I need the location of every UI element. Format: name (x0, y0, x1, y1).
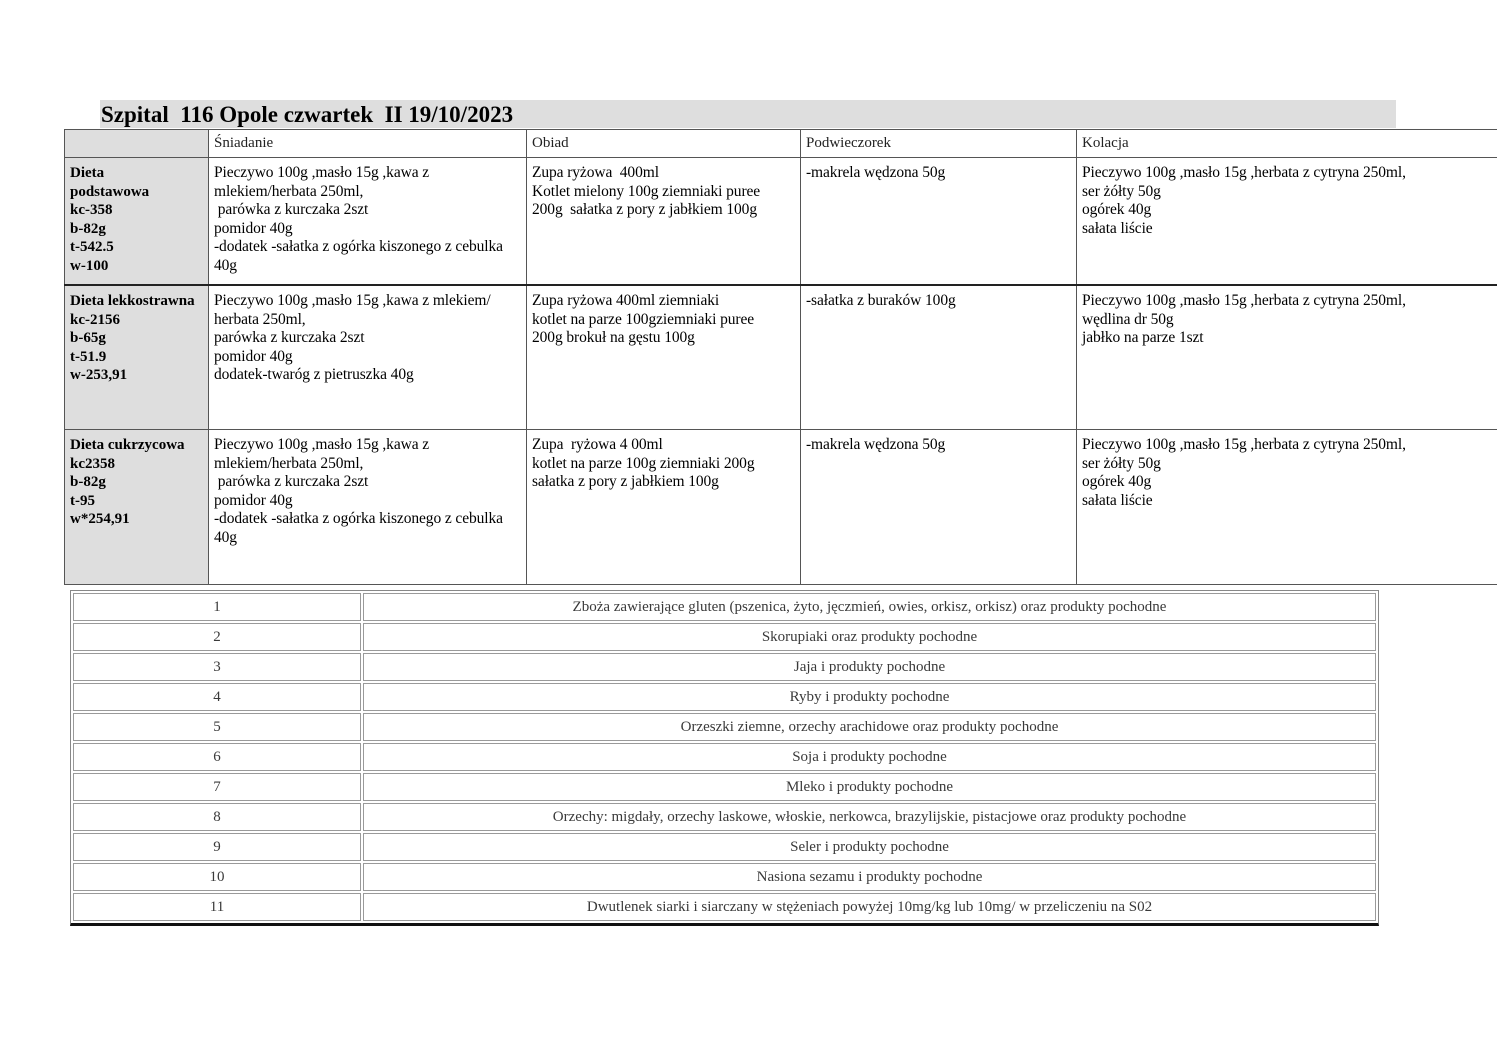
diet-line: kc-358 (70, 202, 113, 218)
meal-line: -sałatka z buraków 100g (806, 292, 956, 309)
allergen-row (73, 623, 1376, 651)
diet-line: Dieta (70, 165, 105, 181)
allergen-number: 8 (73, 803, 361, 831)
meal-line: -dodatek -sałatka z ogórka kiszonego z cebulka (214, 238, 503, 255)
meal-line: mlekiem/herbata 250ml, (214, 182, 364, 200)
meal-line: -makrela wędzona 50g (806, 164, 946, 181)
diet-line: Dieta lekkostrawna (70, 293, 195, 309)
diet-line: kc2358 (70, 455, 115, 472)
allergen-text: Zboża zawierające gluten (pszenica, żyto, jęczmień, owies, orkisz, orkisz) oraz produkty pochodne (363, 593, 1376, 621)
meal-line: kotlet na parze 100gziemniaki puree (532, 310, 755, 328)
allergen-number: 5 (73, 713, 361, 741)
allergen-row (73, 863, 1376, 891)
diet-cell (65, 285, 209, 430)
sniadanie-cell (209, 158, 527, 286)
diet-line: kc-2156 (70, 311, 120, 328)
allergen-text: Orzeszki ziemne, orzechy arachidowe oraz produkty pochodne (363, 713, 1376, 741)
meal-line: 40g (214, 528, 237, 546)
meal-line: Pieczywo 100g ,masło 15g ,kawa z (214, 436, 430, 453)
page-title: Szpital 116 Opole czwartek II 19/10/2023 (101, 102, 514, 127)
meal-line: Zupa ryżowa 400ml (532, 164, 659, 181)
allergen-text: Ryby i produkty pochodne (363, 683, 1376, 711)
diet-row-cukrzycowa (65, 430, 1497, 585)
allergen-text: Mleko i produkty pochodne (363, 773, 1376, 801)
diet-line: Dieta cukrzycowa (70, 437, 185, 453)
allergen-number: 2 (73, 623, 361, 651)
diet-line: t-95 (70, 492, 95, 509)
meal-line: 200g brokuł na gęstu 100g (532, 329, 695, 346)
meal-line: ogórek 40g (1082, 473, 1152, 490)
allergen-row (73, 773, 1376, 801)
diet-line: podstawowa (70, 183, 150, 200)
allergen-row (73, 683, 1376, 711)
allergen-row (73, 893, 1376, 921)
menu-header-row (65, 130, 1497, 158)
allergen-row (73, 803, 1376, 831)
header-podwieczorek: Podwieczorek (801, 130, 1077, 158)
allergen-number: 7 (73, 773, 361, 801)
meal-line: parówka z kurczaka 2szt (214, 201, 369, 218)
meal-line: sałata liście (1082, 491, 1153, 509)
meal-line: herbata 250ml, (214, 310, 306, 328)
header-kolacja: Kolacja (1077, 130, 1497, 158)
podwieczorek-cell (801, 430, 1077, 585)
meal-line: ser żółty 50g (1082, 182, 1161, 200)
header-corner (65, 130, 209, 158)
allergen-number: 11 (73, 893, 361, 921)
meal-line: pomidor 40g (214, 219, 293, 237)
allergen-number: 4 (73, 683, 361, 711)
header-sniadanie: Śniadanie (209, 130, 527, 158)
diet-cell (65, 158, 209, 286)
meal-line: -makrela wędzona 50g (806, 436, 946, 453)
meal-line: sałatka z pory z jabłkiem 100g (532, 473, 719, 490)
meal-line: Pieczywo 100g ,masło 15g ,kawa z mlekiem/ (214, 292, 491, 309)
allergen-number: 1 (73, 593, 361, 621)
diet-cell (65, 430, 209, 585)
allergen-text: Soja i produkty pochodne (363, 743, 1376, 771)
meal-line: pomidor 40g (214, 347, 293, 365)
allergen-number: 9 (73, 833, 361, 861)
meal-line: dodatek-twaróg z pietruszka 40g (214, 366, 414, 383)
sniadanie-cell (209, 285, 527, 430)
allergen-row (73, 653, 1376, 681)
diet-line: b-82g (70, 474, 106, 490)
meal-line: ser żółty 50g (1082, 454, 1161, 472)
meal-line: ogórek 40g (1082, 201, 1152, 218)
meal-line: jabłko na parze 1szt (1082, 329, 1204, 346)
diet-row-podstawowa (65, 158, 1497, 286)
meal-line: Zupa ryżowa 4 00ml (532, 436, 663, 453)
obiad-cell (527, 430, 801, 585)
menu-table (64, 129, 1497, 585)
allergen-text: Skorupiaki oraz produkty pochodne (363, 623, 1376, 651)
obiad-cell (527, 158, 801, 286)
allergen-row (73, 833, 1376, 861)
diet-line: b-65g (70, 330, 106, 346)
meal-line: Kotlet mielony 100g ziemniaki puree (532, 182, 761, 200)
diet-line: t-542.5 (70, 239, 114, 255)
podwieczorek-cell (801, 158, 1077, 286)
meal-line: -dodatek -sałatka z ogórka kiszonego z cebulka (214, 510, 503, 527)
kolacja-cell (1077, 285, 1497, 430)
allergen-row (73, 743, 1376, 771)
meal-line: Zupa ryżowa 400ml ziemniaki (532, 292, 720, 309)
diet-line: w-253,91 (70, 367, 128, 383)
sniadanie-cell (209, 430, 527, 585)
diet-line: w-100 (70, 257, 109, 274)
allergen-text: Nasiona sezamu i produkty pochodne (363, 863, 1376, 891)
diet-line: t-51.9 (70, 348, 107, 365)
meal-line: kotlet na parze 100g ziemniaki 200g (532, 454, 755, 472)
meal-line: 40g (214, 256, 237, 274)
meal-line: Pieczywo 100g ,masło 15g ,herbata z cytryna 250ml, (1082, 292, 1406, 309)
meal-line: parówka z kurczaka 2szt (214, 473, 369, 490)
obiad-cell (527, 285, 801, 430)
diet-line: b-82g (70, 220, 106, 237)
meal-line: pomidor 40g (214, 491, 293, 509)
meal-line: sałata liście (1082, 219, 1153, 237)
allergen-number: 10 (73, 863, 361, 891)
meal-line: mlekiem/herbata 250ml, (214, 454, 364, 472)
allergen-table (70, 590, 1379, 926)
diet-line: w*254,91 (70, 511, 130, 527)
allergen-text: Dwutlenek siarki i siarczany w stężeniach powyżej 10mg/kg lub 10mg/ w przeliczeniu na S02 (363, 893, 1376, 921)
meal-line: Pieczywo 100g ,masło 15g ,herbata z cytryna 250ml, (1082, 436, 1406, 453)
meal-line: Pieczywo 100g ,masło 15g ,herbata z cytryna 250ml, (1082, 164, 1406, 181)
meal-line: 200g sałatka z pory z jabłkiem 100g (532, 201, 757, 218)
podwieczorek-cell (801, 285, 1077, 430)
meal-line: wędlina dr 50g (1082, 310, 1174, 328)
allergen-row (73, 593, 1376, 621)
meal-line: Pieczywo 100g ,masło 15g ,kawa z (214, 164, 430, 181)
allergen-text: Jaja i produkty pochodne (363, 653, 1376, 681)
allergen-text: Seler i produkty pochodne (363, 833, 1376, 861)
allergen-number: 3 (73, 653, 361, 681)
header-obiad: Obiad (527, 130, 801, 158)
kolacja-cell (1077, 430, 1497, 585)
allergen-row (73, 713, 1376, 741)
allergen-number: 6 (73, 743, 361, 771)
kolacja-cell (1077, 158, 1497, 286)
meal-line: parówka z kurczaka 2szt (214, 329, 365, 346)
diet-row-lekkostrawna (65, 285, 1497, 430)
allergen-text: Orzechy: migdały, orzechy laskowe, włoskie, nerkowca, brazylijskie, pistacjowe oraz produkty pochodne (363, 803, 1376, 831)
